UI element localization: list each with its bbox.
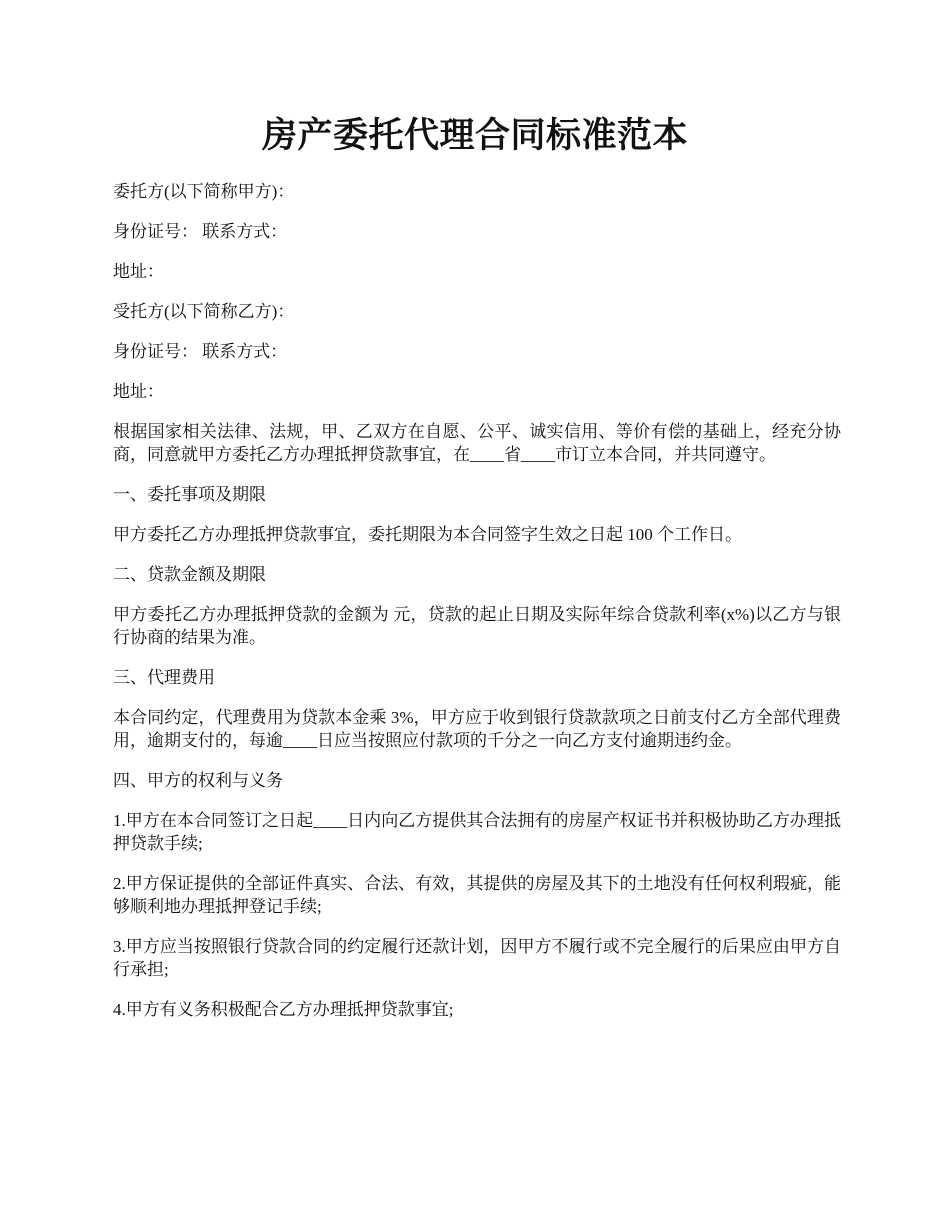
section-heading-4: 四、甲方的权利与义务 <box>113 771 283 790</box>
document-title: 房产委托代理合同标准范本 <box>261 116 688 155</box>
section-4-item-4: 4.甲方有义务积极配合乙方办理抵押贷款事宜; <box>113 1000 454 1019</box>
section-1-paragraph: 甲方委托乙方办理抵押贷款事宜，委托期限为本合同签字生效之日起 100 个工作日。 <box>113 525 742 544</box>
section-heading-1: 一、委托事项及期限 <box>113 485 266 504</box>
section-2-paragraph: 甲方委托乙方办理抵押贷款的金额为 元，贷款的起止日期及实际年综合贷款利率(x%)以乙方与银行协商的结果为准。 <box>113 605 841 647</box>
party-b-address: 地址： <box>113 382 164 401</box>
section-4-item-1: 1.甲方在本合同签订之日起____日内向乙方提供其合法拥有的房屋产权证书并积极协助乙方办理抵押贷款手续; <box>113 811 841 853</box>
preamble-paragraph: 根据国家相关法律、法规，甲、乙双方在自愿、公平、诚实信用、等价有偿的基础上，经充分协商，同意就甲方委托乙方办理抵押贷款事宜，在____省____市订立本合同，并共同遵守。 <box>113 422 841 464</box>
section-3-paragraph: 本合同约定，代理费用为贷款本金乘 3%，甲方应于收到银行贷款款项之日前支付乙方全部代理费用，逾期支付的，每逾____日应当按照应付款项的千分之一向乙方支付逾期违约金。 <box>113 708 841 750</box>
section-4-item-3: 3.甲方应当按照银行贷款合同的约定履行还款计划，因甲方不履行或不完全履行的后果应由甲方自行承担; <box>113 937 841 979</box>
section-heading-2: 二、贷款金额及期限 <box>113 565 266 584</box>
party-a-id-contact: 身份证号： 联系方式： <box>113 222 288 241</box>
party-b-heading: 受托方(以下简称乙方)： <box>113 302 295 321</box>
section-4-item-2: 2.甲方保证提供的全部证件真实、合法、有效，其提供的房屋及其下的土地没有任何权利瑕疵，能够顺利地办理抵押登记手续; <box>113 874 841 916</box>
party-b-id-contact: 身份证号： 联系方式： <box>113 342 288 361</box>
party-a-heading: 委托方(以下简称甲方)： <box>113 182 295 201</box>
section-heading-3: 三、代理费用 <box>113 668 215 687</box>
document-body <box>113 180 841 1038</box>
party-a-address: 地址： <box>113 262 164 281</box>
